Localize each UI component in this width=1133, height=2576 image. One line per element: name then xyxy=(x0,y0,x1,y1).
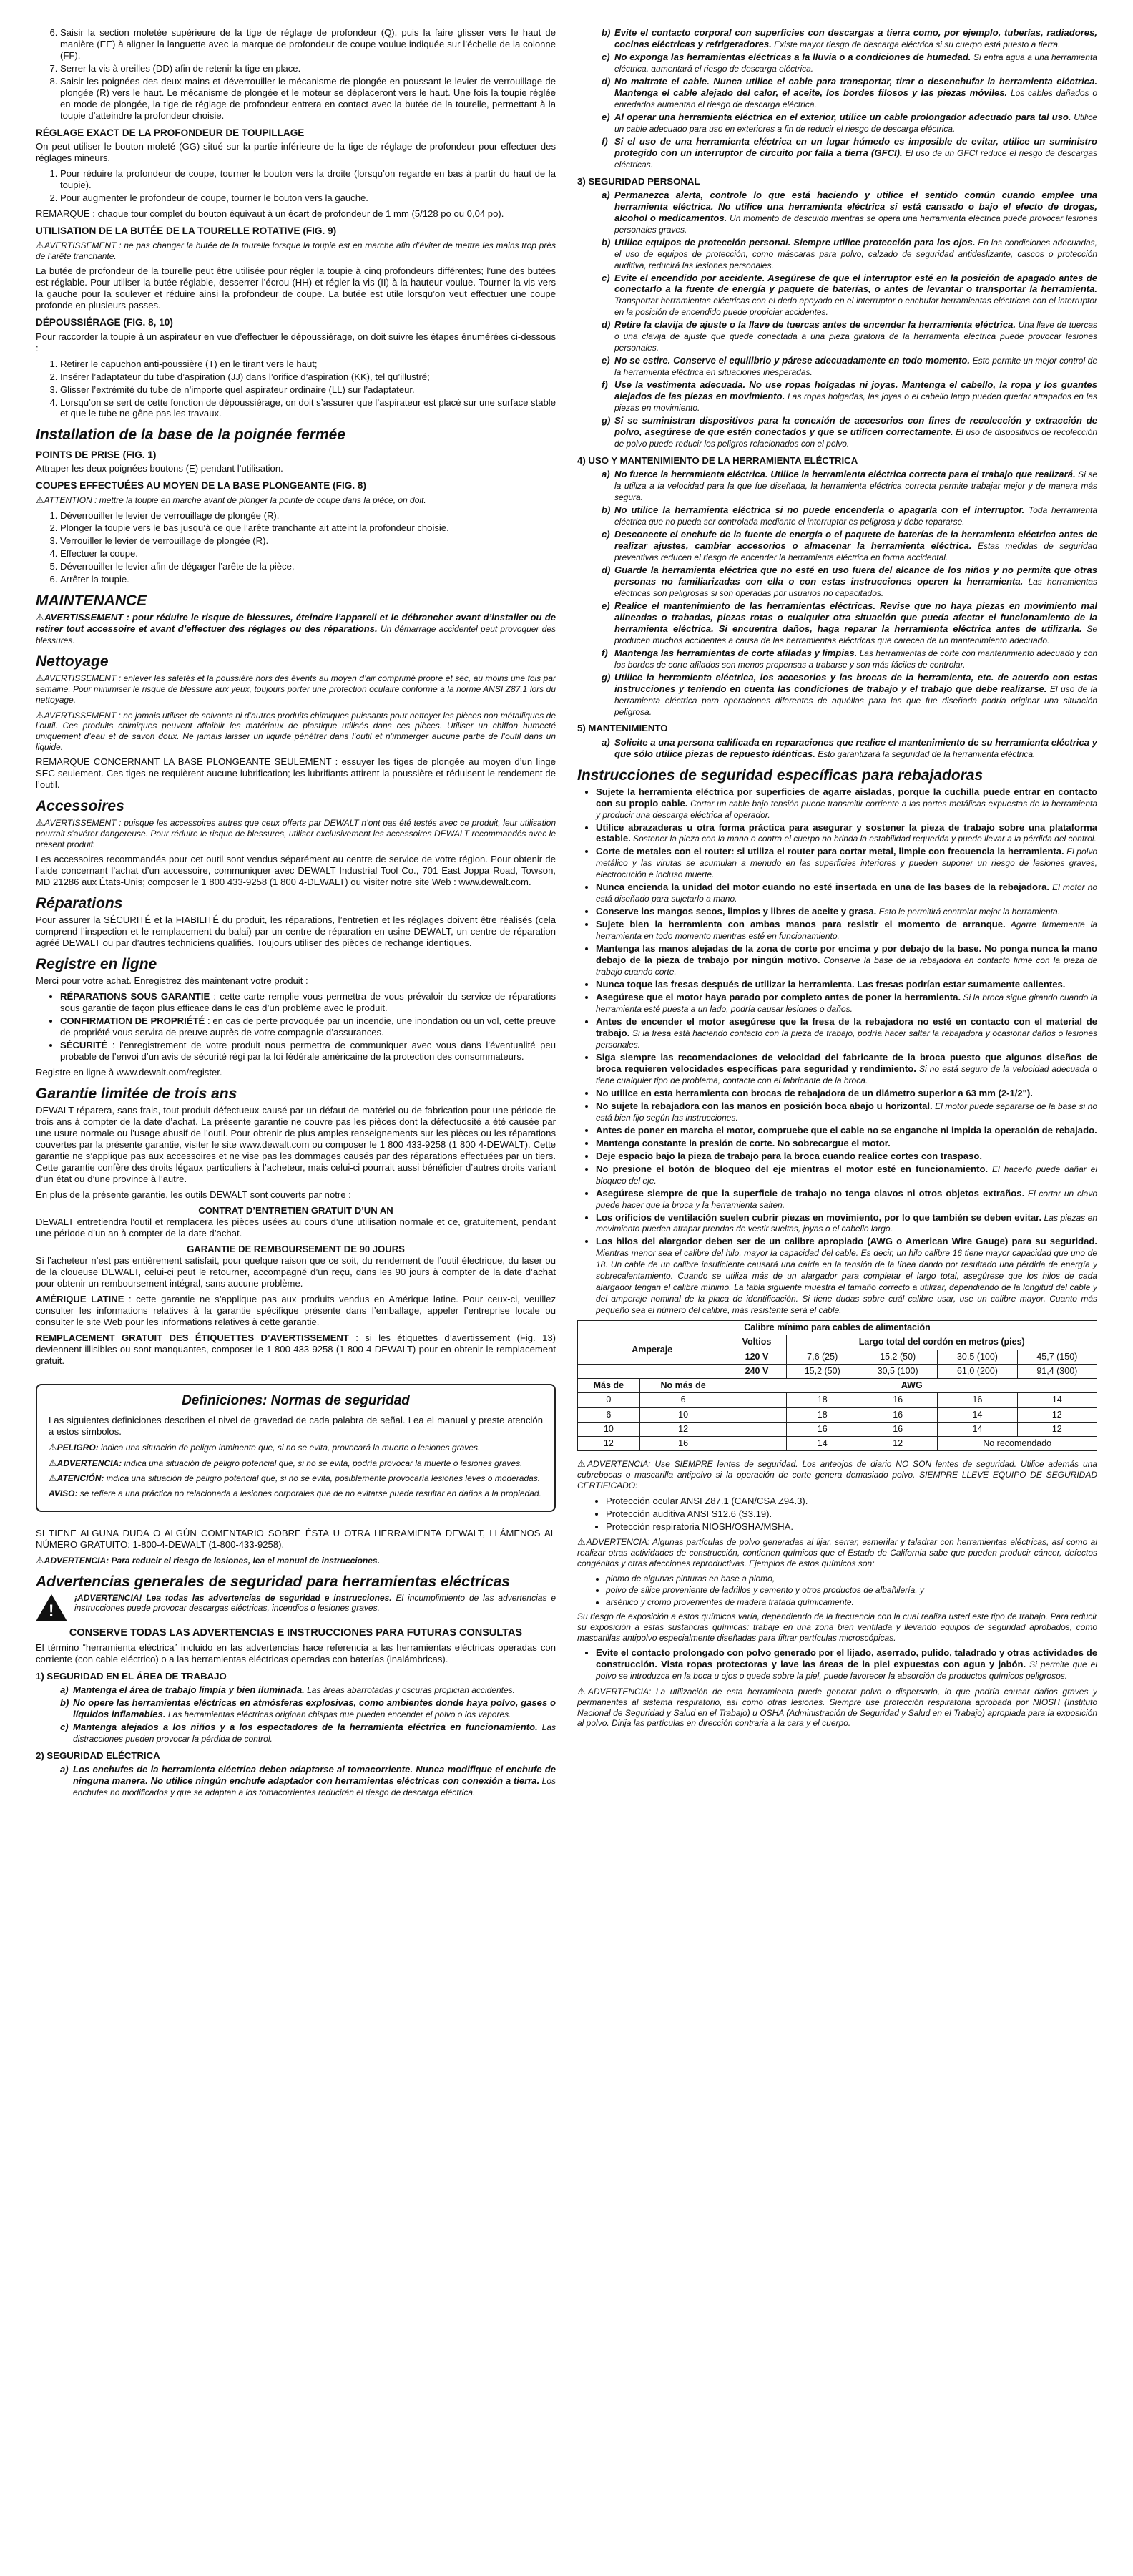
router-rule: • No utilice en esta herramienta con brocas de rebajadora de un diámetro superior a 63 mm (2-1/2"). xyxy=(596,1088,1097,1099)
maintenance-list xyxy=(577,737,1097,760)
dust-contact-list: • Evite el contacto prolongado con polvo generado por el lijado, aserrado, pulido, taladrado y otras actividades de construcción. Vista ropas protectoras y lave las áreas de la piel expuestas con agua y jabón. Si permite que el polvo se introduzca en la boca u ojos o quede sobre la piel, puede favorecer la absorción de productos químicos peligrosos. xyxy=(577,1647,1097,1682)
def-caution: ⚠ATENCIÓN: indica una situación de peligro potencial que, si no se evita, posiblemente provocaría lesiones leves o moderadas. xyxy=(49,1473,541,1484)
warning-icon: ⚠ xyxy=(36,709,44,721)
eye-warning: ADVERTENCIA: Use SIEMPRE lentes de seguridad. Los anteojos de diario NO SON lentes de seguridad. Utilice además una cubrebocas o mascarilla antipolvo si la operación de corte genera demasiado polvo. SIEMPRE LLEVE EQUIPO DE SEGURIDAD CERTIFICADO: xyxy=(577,1459,1097,1491)
register-link[interactable]: Registre en ligne à www.dewalt.com/register. xyxy=(36,1067,222,1078)
router-safety-list xyxy=(577,786,1097,1317)
electrical-list-cont xyxy=(577,27,1097,170)
maintenance-heading: 5) MANTENIMIENTO xyxy=(577,723,668,734)
rule-item: a) Mantenga el área de trabajo limpia y bien iluminada. Las áreas abarrotadas y oscuras propician accidentes. xyxy=(60,1684,515,1696)
table-row: 12 16 14 12 No recomendado xyxy=(578,1437,1097,1451)
accessories-title: Accessoires xyxy=(36,798,124,815)
warning-icon: ⚠ xyxy=(36,612,45,623)
register-item: • RÉPARATIONS SOUS GARANTIE : cette carte remplie vous permettra de vous prévaloir du service de réparations sous garantie de façon plus efficace dans le cas d’un problème avec le produit. xyxy=(60,991,556,1014)
repairs-title: Réparations xyxy=(36,895,123,912)
eye-list: • Protección ocular ANSI Z87.1 (CAN/CSA Z94.3). • Protección auditiva ANSI S12.6 (S3.19). • Protección respiratoria NIOSH/OSHA/MSHA. xyxy=(577,1496,1097,1533)
amperage-header: Amperaje xyxy=(578,1335,727,1365)
cord-gauge-table: Calibre mínimo para cables de alimentación Amperaje Voltios Largo total del cordón en metros (pies) 120 V 7,6 (25) 15,2 (50) 30,5 (100) 45,7 (150) 240 V 15,2 (50) 30,5 (100) 61,0 (200) 91,4 (300) Más de No más de AWG 0 6 18 16 16 14 6 10 18 16 14 12 10 12 16 16 14 12 12 16 14 12 No recomendado xyxy=(577,1320,1097,1451)
register-list xyxy=(36,991,556,1063)
register-item: • SÉCURITÉ : l’enregistrement de votre produit nous permettra de communiquer avec vous dans l’éventualité peu probable de l’envoi d’un avis de sécurité régi par la loi fédérale américaine de la protection des consommateurs. xyxy=(60,1040,556,1063)
maintenance-warning: AVERTISSEMENT : pour réduire le risque de blessures, éteindre l’appareil et le débrancher avant d’installer ou de retirer tout accessoire et avant d’effectuer des réglages ou des réparations. xyxy=(36,612,556,635)
router-rule: • Conserve los mangos secos, limpios y libres de aceite y grasa. Esto le permitirá controlar mejor la herramienta. xyxy=(596,906,1097,917)
turret-heading: UTILISATION DE LA BUTÉE DE LA TOURELLE ROTATIVE (FIG. 9) xyxy=(36,225,337,237)
rule-item: f) Mantenga las herramientas de corte afiladas y limpias. Las herramientas de corte con mantenimiento adecuado y con los bordes de corte afilados son menos propensas a trabarse y son más fáciles de controlar. xyxy=(602,647,1097,670)
warning-icon: ⚠ xyxy=(577,1536,587,1548)
table-row: 10 12 16 16 14 12 xyxy=(578,1422,1097,1436)
dust-warning: ADVERTENCIA: Algunas partículas de polvo generadas al lijar, serrar, esmerilar y taladrar con herramientas eléctricas, así como al realizar otras actividades de construcción, contienen químicos que el Estado de California sabe que pueden producir cáncer, defectos congénitos y otras afecciones reproductivas. Ejemplos de estos químicos son: xyxy=(577,1537,1097,1568)
plunge-step: 4. Effectuer la coupe. xyxy=(60,548,556,560)
electrical-heading: 2) SEGURIDAD ELÉCTRICA xyxy=(36,1750,160,1762)
warranty-text: DEWALT réparera, sans frais, tout produit défectueux causé par un défaut de matériel ou de fabrication pour une période de trois ans à compter de la date d’achat. La présente garantie ne couvre pas les pièces dont la défectuosité a été causée par une usure normale ou l’usage abusif de l’outil. Pour obtenir de plus amples renseignements sur les pièces ou les réparations couvertes par la présente garantie, visiter le site www.dewalt.com ou composer le 1 800 433-9258 (1 800 4-DEWALT). Cette garantie ne s’applique pas aux accessoires et ne vise pas les dommages causés par des réparations effectuées par un tiers. Cette garantie confère des droits légaux particuliers à l’acheteur, mais celui-ci pourrait aussi bénéficier d’autres droits variant d’un état ou d’une province à l’autre. xyxy=(36,1105,556,1185)
cleaning-remark: REMARQUE CONCERNANT LA BASE PLONGEANTE SEULEMENT : essuyer les tiges de plongée au moyen d’un linge SEC seulement. Ces tiges ne requièrent aucune lubrification; les lubrifiants attirent la poussière et réduisent le rendement de l’outil. xyxy=(36,756,556,791)
table-row: 6 10 18 16 14 12 xyxy=(578,1407,1097,1422)
rule-item: b) No opere las herramientas eléctricas en atmósferas explosivas, como ambientes donde haya polvo, gases o líquidos inflamables. Las herramientas eléctricas originan chispas que pueden encender el polvo o los vapores. xyxy=(60,1697,556,1720)
router-rule: • Asegúrese siempre de que la superficie de trabajo no tenga clavos ni otros objetos extraños. El cortar un clavo puede hacer que la broca y la herramienta salten. xyxy=(596,1188,1097,1211)
refund-text: Si l’acheteur n’est pas entièrement satisfait, pour quelque raison que ce soit, du rendement de l’outil électrique, du laser ou de la cloueuse DEWALT, celui-ci peut le retourner, accompagné d’un reçu, dans les 90 jours à compter de la date d’achat pour obtenir un remboursement intégral, sans aucune problème. xyxy=(36,1254,556,1289)
register-text: Merci pour votre achat. Enregistrez dès maintenant votre produit : xyxy=(36,975,308,987)
rule-item: c) Evite el encendido por accidente. Asegúrese de que el interruptor esté en la posición de apagado antes de conectarlo a la fuente de energía y paquete de baterías, o antes de levantar o transportar la herramienta. Transportar herramientas eléctricas con el dedo apoyado en el interruptor o enchufar herramientas eléctricas con el interruptor en la posición de encendido puede propiciar accidentes. xyxy=(602,272,1097,318)
latin-america-text: AMÉRIQUE LATINE : cette garantie ne s’applique pas aux produits vendus en Amérique latine. Pour ceux-ci, veuillez consulter les informations relatives à la garantie spécifique présente dans l’emballage, appeler l’entreprise locale ou consulter le site Web pour les informations relatives à cette garantie. xyxy=(36,1293,556,1327)
fine-step: 1. Pour réduire la profondeur de coupe, tourner le bouton vers la droite (lorsqu’on regarde en bas à partir du haut de la toupie). xyxy=(60,168,556,191)
router-rule: • Sujete la herramienta eléctrica por superficies de agarre aisladas, porque la cuchilla puede entrar en contacto con su propio cable. Cortar un cable bajo tensión puede transmitir corriente a las partes metálicas expuestas de la herramienta y producir una descarga eléctrica al operador. xyxy=(596,786,1097,821)
router-safety-title: Instrucciones de seguridad específicas para rebajadoras xyxy=(577,766,984,784)
depth-step: 8. Saisir les poignées des deux mains et déverrouiller le mécanisme de plongée en poussant le levier de verrouillage de plongée (R) vers le haut. Le mécanisme de plongée et le moteur se déplaceront vers le haut. Une fois la toupie réglée en mode de plongée, la tige de réglage de profondeur entrera en contact avec la butée de la tourelle, permettant à la toupie d’atteindre la profondeur choisie. xyxy=(60,76,556,122)
cleaning-title: Nettoyage xyxy=(36,653,109,670)
dust-step: 2. Insérer l’adaptateur du tube d’aspiration (JJ) dans l’orifice d’aspiration (KK), tel qu’illustré; xyxy=(60,371,556,383)
work-area-list xyxy=(36,1684,556,1745)
plunge-step: 1. Déverrouiller le levier de verrouillage de plongée (R). xyxy=(60,510,556,522)
definitions-box xyxy=(36,1384,556,1512)
grip-text: Attraper les deux poignées boutons (E) pendant l’utilisation. xyxy=(36,463,283,474)
rule-item: a) Solicite a una persona calificada en reparaciones que realice el mantenimiento de su herramienta eléctrica y que sólo utilice piezas de repuesto idénticas. Esto garantizará la seguridad de la herramienta eléctrica. xyxy=(602,736,1097,759)
rule-item: a) Permanezca alerta, controle lo que está haciendo y utilice el sentido común cuando emplee una herramienta eléctrica. No utilice una herramienta eléctrica si está cansado o bajo el efecto de drogas, alcohol o medicamentos. Un momento de descuido mientras se opera una herramienta eléctrica puede provocar lesiones personales graves. xyxy=(602,189,1097,235)
plunge-step: 2. Plonger la toupie vers le bas jusqu’à ce que l’arête tranchante ait atteint la profondeur choisie. xyxy=(60,522,556,534)
maintenance-title: MAINTENANCE xyxy=(36,592,147,610)
router-rule: • Mantenga las manos alejadas de la zona de corte por encima y por debajo de la base. No ponga nunca la mano debajo de la pieza de trabajo por ningún motivo. Conserve la base de la rebajadora en contacto firme con la pieza de trabajo cuando corte. xyxy=(596,943,1097,977)
rule-item: b) No utilice la herramienta eléctrica si no puede encenderla o apagarla con el interruptor. Toda herramienta eléctrica que no pueda ser controlada mediante el interruptor es peligrosa y debe repararse. xyxy=(602,504,1097,527)
rule-item: e) Realice el mantenimiento de las herramientas eléctricas. Revise que no haya piezas en movimiento mal alineadas o trabadas, piezas rotas o cualquier otra situación que pueda afectar el funcionamiento de la herramienta eléctrica. Si encuentra daños, haga reparar la herramienta eléctrica antes de utilizarla. Se producen muchos accidentes a causa de las herramientas eléctricas que carecen de un mantenimiento adecuado. xyxy=(602,600,1097,645)
dust-heading: DÉPOUSSIÉRAGE (FIG. 8, 10) xyxy=(36,317,173,328)
register-title: Registre en ligne xyxy=(36,956,157,973)
register-item: • CONFIRMATION DE PROPRIÉTÉ : en cas de perte provoquée par un incendie, une inondation ou un vol, cette preuve de propriété vous servira de preuve auprès de votre compagnie d’assurances. xyxy=(60,1015,556,1038)
warning-icon: ⚠ xyxy=(49,1473,57,1484)
warranty-text-2: En plus de la présente garantie, les outils DEWALT sont couverts par notre : xyxy=(36,1189,351,1200)
rule-item: d) Guarde la herramienta eléctrica que no esté en uso fuera del alcance de los niños y no permita que otras personas no familiarizadas con ella o con estas instrucciones operen la herramienta. Las herramientas eléctricas son peligrosas si son operadas por usuarios no capacitados. xyxy=(602,564,1097,598)
cleaning-warning-2: AVERTISSEMENT : ne jamais utiliser de solvants ni d’autres produits chimiques puissants pour nettoyer les pièces non métalliques de l’outil. Ces produits chimiques peuvent affaiblir les matériaux de plastique utilisés dans ces pièces. Utiliser un chiffon humecté uniquement d’eau et de savon doux. Ne jamais laisser un liquide pénétrer dans l’outil et n’immerger aucune partie de l’outil dans un liquide. xyxy=(36,710,556,752)
router-rule: • Asegúrese que el motor haya parado por completo antes de poner la herramienta. Si la broca sigue girando cuando la herramienta esté puesta a un lado, podría causar lesiones o daños. xyxy=(596,992,1097,1015)
plunge-steps xyxy=(36,510,556,586)
rule-item: g) Utilice la herramienta eléctrica, los accesorios y las brocas de la herramienta, etc. de acuerdo con estas instrucciones y teniendo en cuenta las condiciones de trabajo y el trabajo que debe realizarse. El uso de la herramienta eléctrica para operaciones diferentes de aquéllas para las que fue diseñada podría originar una situación peligrosa. xyxy=(602,671,1097,717)
fine-depth-heading: RÉGLAGE EXACT DE LA PROFONDEUR DE TOUPILLAGE xyxy=(36,127,305,138)
service-contract-heading: CONTRAT D’ENTRETIEN GRATUIT D’UN AN xyxy=(198,1204,393,1216)
router-rule: • Deje espacio bajo la pieza de trabajo para la broca cuando realice cortes con traspaso. xyxy=(596,1151,1097,1162)
fine-depth-remark: REMARQUE : chaque tour complet du bouton équivaut à un écart de profondeur de 1 mm (5/128 po ou 0,04 po). xyxy=(36,208,504,220)
tool-use-heading: 4) USO Y MANTENIMIENTO DE LA HERRAMIENTA ELÉCTRICA xyxy=(577,455,858,467)
manual-warning: ADVERTENCIA: Para reducir el riesgo de lesiones, lea el manual de instrucciones. xyxy=(44,1555,380,1566)
router-rule: • Nunca encienda la unidad del motor cuando no esté insertada en una de las bases de la rebajadora. El motor no está diseñado para sujetarlo a mano. xyxy=(596,882,1097,904)
depth-steps xyxy=(36,27,556,122)
warning-icon: ⚠ xyxy=(36,494,44,505)
rule-item: c) Mantenga alejados a los niños y a los espectadores de la herramienta eléctrica en funcionamiento. Las distracciones pueden provocar la pérdida de control. xyxy=(60,1722,556,1745)
general-warnings-title: Advertencias generales de seguridad para herramientas eléctricas xyxy=(36,1573,510,1590)
fine-depth-text: On peut utiliser le bouton moleté (GG) situé sur la partie inférieure de la tige de réglage de profondeur pour effectuer des réglages mineurs. xyxy=(36,141,556,164)
def-danger: ⚠PELIGRO: indica una situación de peligro inminente que, si no se evita, provocará la muerte o lesiones graves. xyxy=(49,1441,481,1453)
rule-item: b) Utilice equipos de protección personal. Siempre utilice protección para los ojos. En las condiciones adecuadas, el uso de equipos de protección, como máscaras para polvo, calzado de seguridad antideslizante, cascos o protección auditiva, reducirá las lesiones personales. xyxy=(602,236,1097,270)
rule-item: d) No maltrate el cable. Nunca utilice el cable para transportar, tirar o desenchufar la herramienta eléctrica. Mantenga el cable alejado del calor, el aceite, los bordes filosos y las piezas móviles. Los cables dañados o enredados aumentan el riesgo de descarga eléctrica. xyxy=(602,75,1097,109)
electrical-list xyxy=(36,1764,556,1798)
accessories-text: Les accessoires recommandés pour cet outil sont vendus séparément au centre de service de votre région. Pour obtenir de l’aide concernant l’achat d’un accessoire, communiquer avec DEWALT Industrial Tool Co., 701 East Joppa Road, Towson, MD 21286 aux États-Unis; composer le 1 800 433-9258 (1 800 4-DEWALT) ou visiter notre site Web : www.dewalt.com. xyxy=(36,854,556,888)
def-notice: AVISO: se refiere a una práctica no relacionada a lesiones corporales que de no evitarse puede resultar en daños a la propiedad. xyxy=(49,1488,541,1499)
general-warning-block: ! ¡ADVERTENCIA! Lea todas las advertencias de seguridad e instrucciones. El incumplimiento de las advertencias e instrucciones puede provocar descargas eléctricas, incendios o lesiones graves. xyxy=(36,1593,556,1621)
table-row: 0 6 18 16 16 14 xyxy=(578,1393,1097,1407)
grip-heading: POINTS DE PRISE (FIG. 1) xyxy=(36,449,157,460)
router-rule: • Corte de metales con el router: si utiliza el router para cortar metal, limpie con frecuencia la herramienta. El polvo metálico y las virutas se acumulan a menudo en las superficies interiores y pueden suponer un riesgo de lesiones graves, electrocución e incluso muerte. xyxy=(596,846,1097,880)
fine-step: 2. Pour augmenter le profondeur de coupe, tourner le bouton vers la gauche. xyxy=(60,192,556,204)
dust-step: 1. Retirer le capuchon anti-poussière (T) en le tirant vers le haut; xyxy=(60,358,556,370)
router-rule: • No sujete la rebajadora con las manos en posición boca abajo u horizontal. El motor puede separarse de la base si no está bien fijo según las instrucciones. xyxy=(596,1101,1097,1123)
chem-list: • plomo de algunas pinturas en base a plomo, • polvo de sílice proveniente de ladrillos y cemento y otros productos de albañilería, y • arsénico y cromo provenientes de madera tratada químicamente. xyxy=(577,1574,1097,1608)
definitions-intro: Las siguientes definiciones describen el nivel de gravedad de cada palabra de señal. Lea el manual y preste atención a estos símbolos. xyxy=(49,1414,543,1437)
def-warning: ⚠ADVERTENCIA: indica una situación de peligro potencial que, si no se evita, podría provocar la muerte o lesiones graves. xyxy=(49,1457,523,1468)
rule-item: g) Si se suministran dispositivos para la conexión de accesorios con fines de recolección y extracción de polvo, asegúrese de que estén conectados y que se utilicen correctamente. El uso de dispositivos de recolección de polvo puede reducir los peligros relacionados con el polvo. xyxy=(602,415,1097,449)
rule-item: d) Retire la clavija de ajuste o la llave de tuercas antes de encender la herramienta eléctrica. Una llave de tuercas o una clavija de ajuste que quede conectada a una pieza giratoria de la herramienta eléctrica puede provocar lesiones personales. xyxy=(602,319,1097,353)
maintenance-warning-tail: Un démarrage accidentel peut provoquer des blessures. xyxy=(36,624,556,646)
term-definition: El término “herramienta eléctrica” incluido en las advertencias hace referencia a las herramientas eléctricas operadas con corriente (con cable eléctrico) o a las herramientas eléctricas operadas con baterías (inalámbricas). xyxy=(36,1642,556,1665)
plunge-caution: ATTENTION : mettre la toupie en marche avant de plonger la pointe de coupe dans la pièce, on doit. xyxy=(44,494,426,505)
router-rule: • Los hilos del alargador deben ser de un calibre apropiado (AWG o American Wire Gauge) para su seguridad. Mientras menor sea el calibre del hilo, mayor la capacidad del cable. Es decir, un hilo calibre 16 tiene mayor capacidad que uno de 18. Un cable de un calibre insuficiente causará una caída en la tensión de la línea dando por resultado una pérdida de energía y sobrecalentamiento. Cuando se utiliza más de un alargador para completar el largo total, asegúrese que los hilos de cada alargador tengan el calibre mínimo. La tabla siguiente muestra el tamaño correcto a utilizar, dependiendo de la longitud del cable y del amperaje nominal de la placa de identificación. Si tiene dudas sobre cuál calibre usar, use un calibre mayor. Cuanto más pequeño sea el número del calibre, más resistente será el cable. xyxy=(596,1236,1097,1316)
warning-icon: ⚠ xyxy=(36,673,44,684)
router-rule: • Mantenga constante la presión de corte. No sobrecargue el motor. xyxy=(596,1138,1097,1149)
router-rule: • Los orificios de ventilación suelen cubrir piezas en movimiento, por lo que también se deben evitar. Las piezas en movimiento pueden atrapar prendas de vestir sueltas, joyas o el cabello largo. xyxy=(596,1212,1097,1235)
rule-item: e) Al operar una herramienta eléctrica en el exterior, utilice un cable prolongador adecuado para tal uso. Utilice un cable adecuado para uso en exteriores a fin de reducir el riesgo de descarga eléctrica. xyxy=(602,111,1097,134)
label-replacement-text: REMPLACEMENT GRATUIT DES ÉTIQUETTES D’AVERTISSEMENT : si les étiquettes d’avertissement (Fig. 13) deviennent illisibles ou sont manquantes, composer le 1 800 433-9258 (1 800 4-DEWALT) pour en obtenir le remplacement gratuit. xyxy=(36,1332,556,1366)
router-rule: • Nunca toque las fresas después de utilizar la herramienta. Las fresas podrían estar sumamente calientes. xyxy=(596,979,1097,990)
fine-depth-steps xyxy=(36,168,556,204)
personal-safety-list xyxy=(577,190,1097,449)
router-rule: • No presione el botón de bloqueo del eje mientras el motor esté en funcionamiento. El hacerlo puede dañar el bloqueo del eje. xyxy=(596,1163,1097,1186)
rule-item: a) Los enchufes de la herramienta eléctrica deben adaptarse al tomacorriente. Nunca modifique el enchufe de ninguna manera. No utilice ningún enchufe adaptador con herramientas eléctricas con conexión a tierra. Los enchufes no modificados y que se adaptan a los tomacorrientes reducirán el riesgo de descarga eléctrica. xyxy=(60,1764,556,1798)
accessories-warning: AVERTISSEMENT : puisque les accessoires autres que ceux offerts par DEWALT n’ont pas été testés avec ce produit, leur utilisation pourrait s’avérer dangereuse. Pour réduire le risque de blessures, utiliser exclusivement les accessoires DEWALT recommandés avec le présent produit. xyxy=(36,818,556,849)
plunge-cuts-heading: COUPES EFFECTUÉES AU MOYEN DE LA BASE PLONGEANTE (FIG. 8) xyxy=(36,480,366,492)
router-rule: • Antes de poner en marcha el motor, compruebe que el cable no se enganche ni impida la operación de rebajado. xyxy=(596,1125,1097,1136)
plunge-step: 6. Arrêter la toupie. xyxy=(60,574,556,585)
rule-item: e) No se estire. Conserve el equilibrio y párese adecuadamente en todo momento. Esto permite un mejor control de la herramienta eléctrica en situaciones inesperadas. xyxy=(602,355,1097,378)
turret-warning: AVERTISSEMENT : ne pas changer la butée de la tourelle lorsque la toupie est en marche afin d’éviter de mettre les mains trop près de l’arête tranchante. xyxy=(36,240,556,261)
left-column xyxy=(36,27,556,2547)
refund-heading: GARANTIE DE REMBOURSEMENT DE 90 JOURS xyxy=(187,1243,405,1254)
warning-icon: ⚠ xyxy=(49,1457,57,1468)
plunge-step: 3. Verrouiller le levier de verrouillage de plongée (R). xyxy=(60,535,556,547)
dust-steps xyxy=(36,358,556,420)
warning-icon: ⚠ xyxy=(36,1554,44,1566)
table-caption: Calibre mínimo para cables de alimentación xyxy=(578,1321,1097,1335)
warning-icon: ⚠ xyxy=(36,239,45,250)
dust-step: 3. Glisser l’extrémité du tube de n’importe quel aspirateur ordinaire (LL) sur l’adaptateur. xyxy=(60,384,556,396)
cleaning-warning-1: AVERTISSEMENT : enlever les saletés et la poussière hors des évents au moyen d’air comprimé propre et sec, au moins une fois par semaine. Pour minimiser le risque de blessure aux yeux, toujours porter une protection oculaire conforme à la norme ANSI Z87.1 lors du nettoyage. xyxy=(36,673,556,705)
respiratory-warning: ADVERTENCIA: La utilización de esta herramienta puede generar polvo o dispersarlo, lo que podría causar daños graves y permanentes al sistema respiratorio, así como otras lesiones. Siempre use protección respiratoria aprobada por NIOSH (Instituto Nacional de Seguridad y Salud en el Trabajo) u OSHA (Administración de Seguridad y Salud en el Trabajo) apropiada para la exposición al polvo. Dirija las partículas en dirección contraria a la cara y el cuerpo. xyxy=(577,1687,1097,1729)
dust-step: 4. Lorsqu’on se sert de cette fonction de dépoussiérage, on doit s’assurer que l’aspirateur est placé sur une surface stable et que le tube ne gêne pas les travaux. xyxy=(60,397,556,420)
warning-icon: ⚠ xyxy=(577,1686,588,1697)
personal-safety-heading: 3) SEGURIDAD PERSONAL xyxy=(577,175,700,187)
router-rule: • Sujete bien la herramienta con ambas manos para resistir el momento de arranque. Agarre firmemente la herramienta en todo momento mientras esté en funcionamiento. xyxy=(596,919,1097,942)
conserve-heading: CONSERVE TODAS LAS ADVERTENCIAS E INSTRUCCIONES PARA FUTURAS CONSULTAS xyxy=(69,1626,523,1639)
dust-exposure-text: Su riesgo de exposición a estos químicos varía, dependiendo de la frecuencia con la cual realiza usted este tipo de trabajo. Para reducir su exposición a estas sustancias químicas: trabaje en una zona bien ventilada y llevando equipos de seguridad aprobados, como mascarillas antipolvo especialmente diseñadas para filtrar partículas microscópicas. xyxy=(577,1611,1097,1643)
rule-item: c) No exponga las herramientas eléctricas a la lluvia o a condiciones de humedad. Si entra agua a una herramienta eléctrica, aumentará el riesgo de descarga eléctrica. xyxy=(602,51,1097,74)
plunge-step: 5. Déverrouiller le levier afin de dégager l’arête de la pièce. xyxy=(60,561,556,572)
install-title: Installation de la base de la poignée fermée xyxy=(36,426,345,444)
router-rule: • Siga siempre las recomendaciones de velocidad del fabricante de la broca puesto que algunos diseños de broca requieren velocidades específicas para seguridad y rendimiento. Si no está seguro de la velocidad adecuada o tiene cualquier tipo de problema, contacte con el fabricante de la broca. xyxy=(596,1052,1097,1086)
warning-icon: ⚠ xyxy=(49,1441,57,1453)
turret-text: La butée de profondeur de la tourelle peut être utilisée pour régler la toupie à cinq profondeurs différentes; l’une des butées est réglable. Pour utiliser la butée réglable, desserrer l’écrou (HH) et régler la vis (II) à la hauteur voulue. Tourner la vis vers la gauche pour la soulever et réduire ainsi la profondeur de coupe. La butée est utile lorsqu’on veut effectuer une coupe profonde en plusieurs passes. xyxy=(36,265,556,311)
rule-item: f) Use la vestimenta adecuada. No use ropas holgadas ni joyas. Mantenga el cabello, la ropa y los guantes alejados de las piezas en movimiento. Las ropas holgadas, las joyas o el cabello largo pueden quedar atrapados en las piezas en movimiento. xyxy=(602,379,1097,414)
depth-step: 6. Saisir la section moletée supérieure de la tige de réglage de profondeur (Q), puis la faire glisser vers le haut de manière (EE) à aligner la languette avec la marque de profondeur de coupe voulue indiquée sur l’échelle de la colonne (FF). xyxy=(60,27,556,62)
router-rule: • Antes de encender el motor asegúrese que la fresa de la rebajadora no esté en contacto con el material de trabajo. Si la fresa está haciendo contacto con la pieza de trabajo, podría hacer saltar la rebajadora y ocasionar daños o lesiones personales. xyxy=(596,1016,1097,1050)
warning-triangle-icon: ! xyxy=(36,1594,67,1621)
depth-step: 7. Serrer la vis à oreilles (DD) afin de retenir la tige en place. xyxy=(60,63,556,74)
service-contract-text: DEWALT entretiendra l’outil et remplacera les pièces usées au cours d’une utilisation normale et ce, gratuitement, pendant une période d’un an à compter de la date d’achat. xyxy=(36,1216,556,1239)
router-rule: • Utilice abrazaderas u otra forma práctica para asegurar y sostener la pieza de trabajo sobre una plataforma estable. Sostener la pieza con la mano o contra el cuerpo no brinda la estabilidad requerida y puede llevar a la pérdida del control. xyxy=(596,822,1097,845)
warning-icon: ⚠ xyxy=(577,1458,588,1470)
rule-item: a) No fuerce la herramienta eléctrica. Utilice la herramienta eléctrica correcta para el trabajo que realizará. Si se la utiliza a la velocidad para la que fue diseñada, la herramienta eléctrica correcta permite trabajar mejor y de manera más segura. xyxy=(602,469,1097,503)
rule-item: c) Desconecte el enchufe de la fuente de energía o el paquete de baterías de la herramienta eléctrica antes de realizar ajustes, cambiar accesorios o almacenar la herramienta eléctrica. Estas medidas de seguridad preventivas reducen el riesgo de encender la herramienta eléctrica en forma accidental. xyxy=(602,528,1097,562)
tool-use-list xyxy=(577,469,1097,717)
right-column xyxy=(577,27,1097,2547)
rule-item: b) Evite el contacto corporal con superficies con descargas a tierra como, por ejemplo, tuberías, radiadores, cocinas eléctricas y refrigeradores. Existe mayor riesgo de descarga eléctrica si su cuerpo está puesto a tierra. xyxy=(602,27,1097,49)
repairs-text: Pour assurer la SÉCURITÉ et la FIABILITÉ du produit, les réparations, l’entretien et les réglages doivent être réalisés (cela comprend l’inspection et le remplacement du balai) par un centre de réparation en usine DEWALT, un centre de réparation agréé DEWALT ou par d’autres techniciens qualifiés. Toujours utiliser des pièces de rechange identiques. xyxy=(36,914,556,949)
dust-text: Pour raccorder la toupie à un aspirateur en vue d’effectuer le dépoussiérage, on doit suivre les étapes énumérées ci-dessous : xyxy=(36,331,556,353)
contact-text: SI TIENE ALGUNA DUDA O ALGÚN COMENTARIO SOBRE ÉSTA U OTRA HERRAMIENTA DEWALT, LLÁMENOS AL NÚMERO GRATUITO: 1-800-4-DEWALT (1-800-433-9258). xyxy=(36,1527,556,1550)
warning-icon: ⚠ xyxy=(36,817,45,829)
rule-item: f) Si el uso de una herramienta eléctrica en un lugar húmedo es imposible de evitar, utilice un suministro protegido con un interruptor de circuito por falla a tierra (GFCI). El uso de un GFCI reduce el riesgo de descargas eléctricas. xyxy=(602,135,1097,170)
work-area-heading: 1) SEGURIDAD EN EL ÁREA DE TRABAJO xyxy=(36,1671,227,1682)
warranty-title: Garantie limitée de trois ans xyxy=(36,1085,237,1103)
definitions-title: Definiciones: Normas de seguridad xyxy=(182,1392,410,1408)
